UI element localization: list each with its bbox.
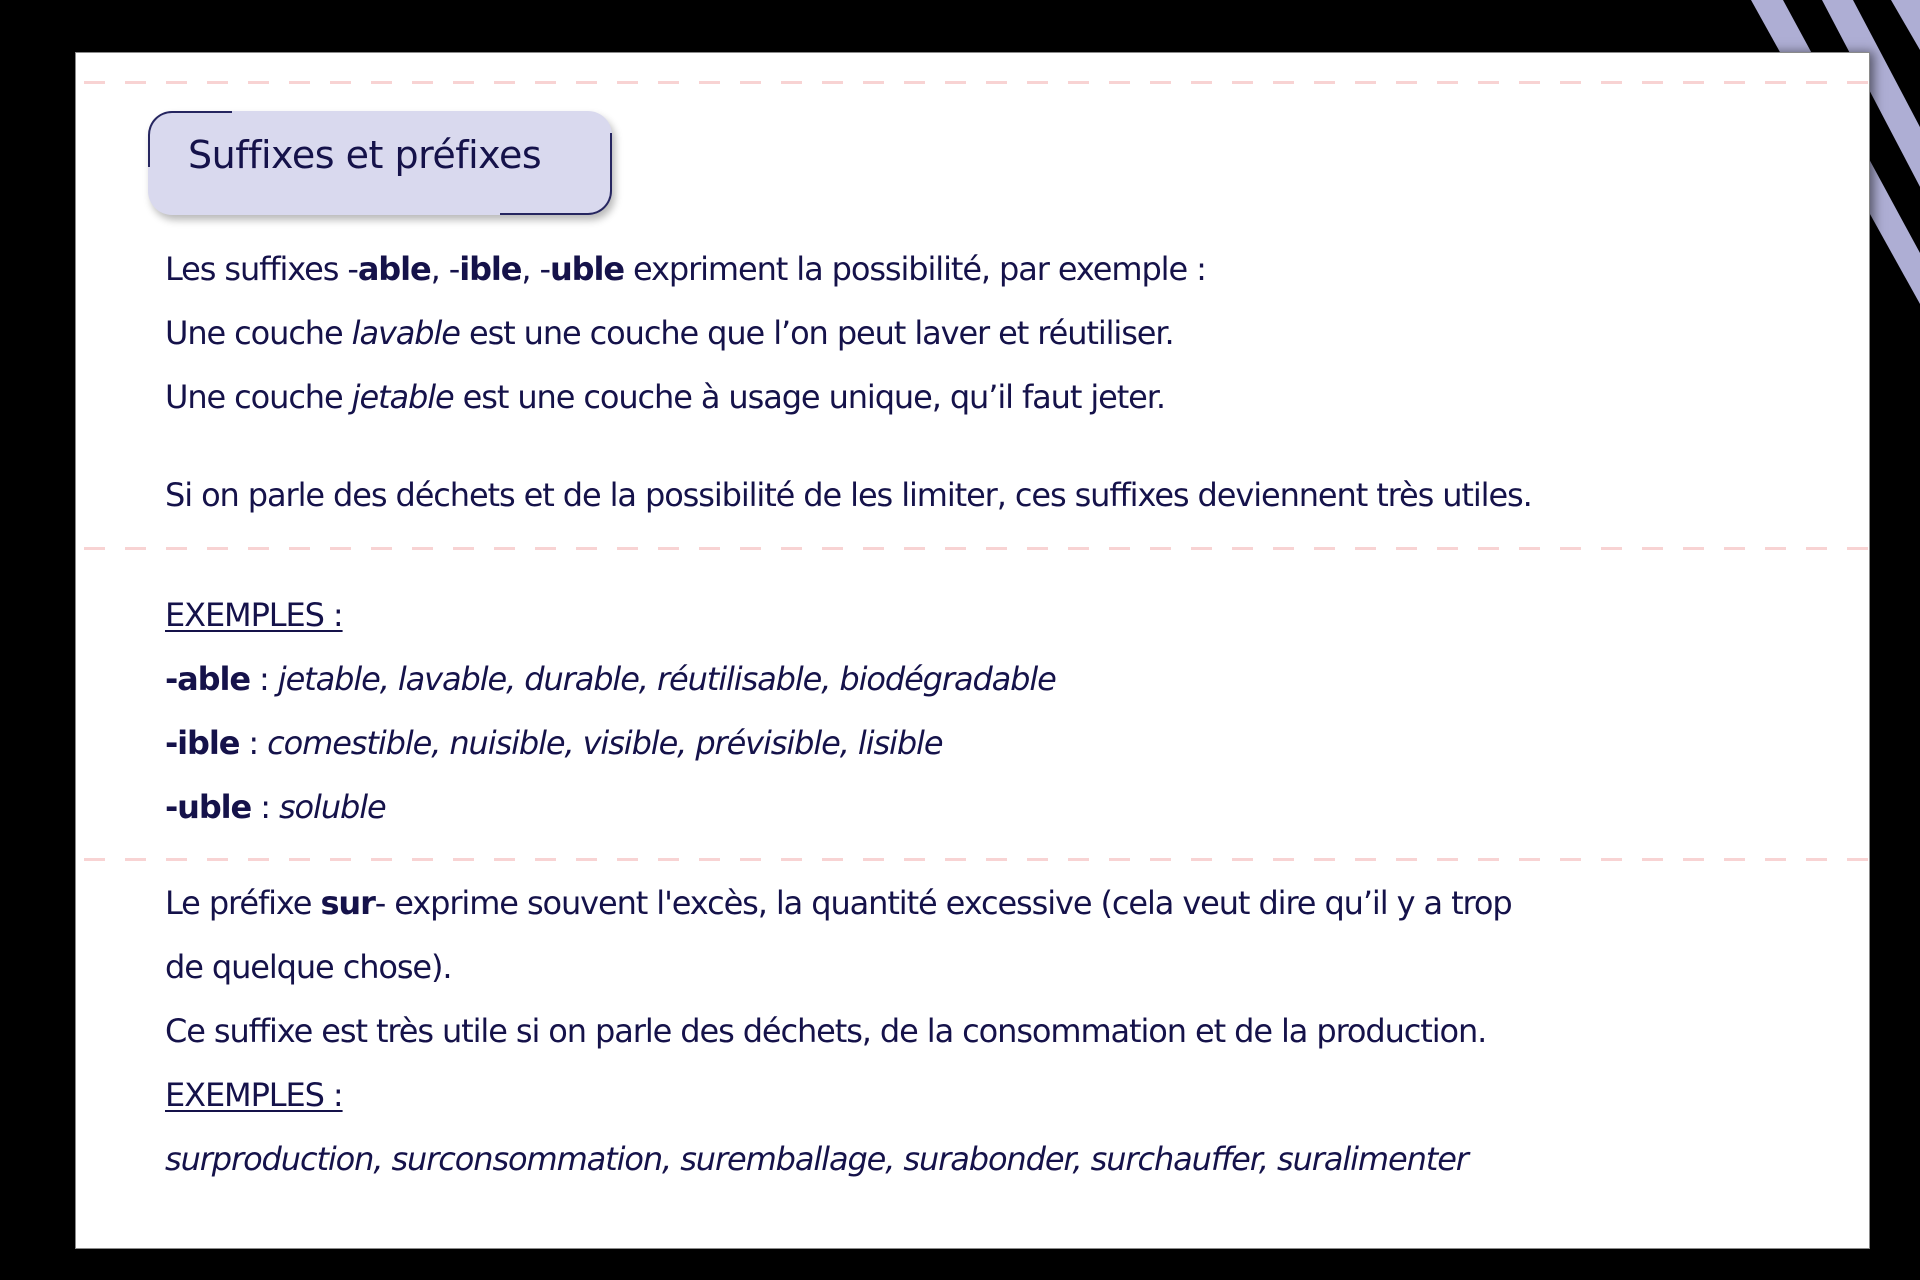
example-word: lavable	[351, 314, 460, 352]
suffix-label: -ible	[165, 724, 240, 762]
dashed-divider-lower	[84, 858, 1869, 861]
text: expriment la possibilité, par exemple :	[623, 250, 1206, 288]
suffix-example-row	[165, 647, 1056, 711]
separator: :	[249, 660, 278, 698]
prefix-line-1	[165, 871, 1512, 935]
example-words: soluble	[278, 788, 386, 826]
text: Le préfixe	[165, 884, 321, 922]
text: ,	[430, 250, 449, 288]
example-word: jetable	[351, 378, 454, 416]
text: est une couche à usage unique, qu’il faut jeter.	[453, 378, 1165, 416]
intro-conclusion	[165, 463, 1532, 527]
prefix-line-2: de quelque chose).	[165, 948, 452, 986]
examples-heading: EXEMPLES :	[165, 596, 343, 634]
intro-line-1	[165, 237, 1206, 301]
dashed-divider-top	[84, 81, 1869, 84]
text: Une couche	[165, 378, 352, 416]
intro-line-2	[165, 301, 1206, 365]
suffix-able: able	[357, 250, 431, 288]
intro-line-3	[165, 365, 1206, 429]
dashed-divider-middle	[84, 547, 1869, 550]
suffix-examples-section	[165, 583, 1056, 839]
prefix-example-words	[165, 1127, 1512, 1191]
prefix-line-3: Ce suffixe est très utile si on parle des déchets, de la consommation et de la production.	[165, 1012, 1487, 1050]
suffix-example-row	[165, 711, 1056, 775]
text: Les suffixes	[165, 250, 348, 288]
text: -	[539, 250, 550, 288]
suffix-label: -uble	[165, 788, 252, 826]
suffix-label: -able	[165, 660, 250, 698]
intro-line-4: Si on parle des déchets et de la possibilité de les limiter, ces suffixes deviennent très utiles.	[165, 476, 1532, 514]
suffix-example-row	[165, 775, 1056, 839]
text: Une couche	[165, 314, 352, 352]
example-words: jetable, lavable, durable, réutilisable, biodégradable	[277, 660, 1056, 698]
text: ,	[521, 250, 540, 288]
text: -	[448, 250, 460, 288]
examples-heading: EXEMPLES :	[165, 1076, 343, 1114]
text: - exprime souvent l'excès, la quantité excessive (cela veut dire qu’il y a trop	[374, 884, 1512, 922]
separator: :	[251, 788, 279, 826]
prefix-sur: sur	[320, 884, 375, 922]
example-words: comestible, nuisible, visible, prévisible, lisible	[267, 724, 943, 762]
page-title: Suffixes et préfixes	[188, 133, 542, 177]
suffix-examples-heading	[165, 583, 1056, 647]
text: est une couche que l’on peut laver et réutiliser.	[459, 314, 1174, 352]
stripe-3	[1891, 0, 1920, 50]
text: -	[347, 250, 358, 288]
separator: :	[239, 724, 268, 762]
prefix-section	[165, 871, 1512, 1191]
lesson-card	[75, 52, 1870, 1249]
intro-section	[165, 237, 1206, 429]
title-badge	[148, 111, 612, 215]
prefix-examples-heading	[165, 1063, 1512, 1127]
suffix-uble: uble	[549, 250, 624, 288]
example-words: surproduction, surconsommation, suremballage, surabonder, surchauffer, suralimenter	[165, 1140, 1468, 1178]
suffix-ible: ible	[459, 250, 522, 288]
